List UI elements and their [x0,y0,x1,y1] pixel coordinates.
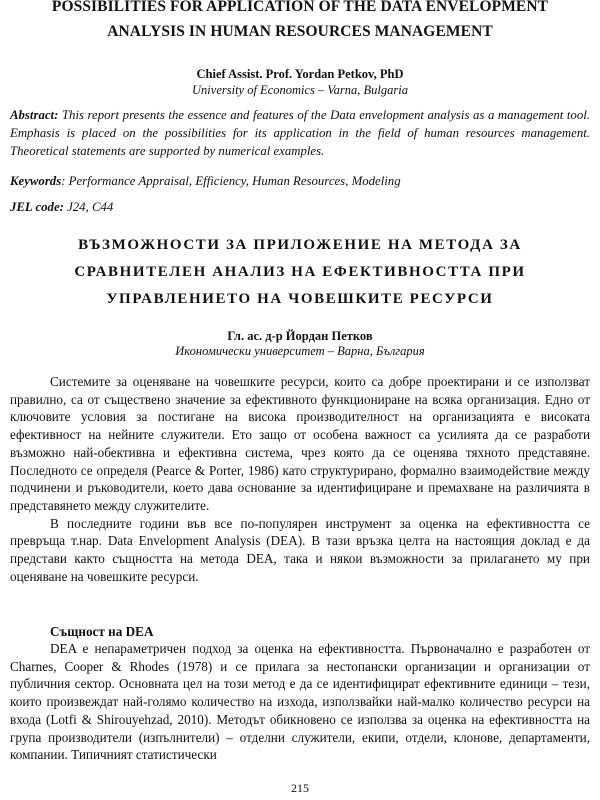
affiliation-bg: Икономически университет – Варна, България [175,344,425,358]
title-en-line1: POSSIBILITIES FOR APPLICATION OF THE DATA ENVELOPMENT [51,0,549,15]
intro-paragraph-1: Системите за оценяване на човешките ресурси, които са добре проектирани и се използват правилно, са от съществено значение за ефективното функциониране на всяка организация. Едно от ключовите условия за постигане на висока производителност на организацията е високата ефективност на нейните служители. Ето защо от особена важност са усилията да се разработи възможно най-обективна и ефективна система, чрез която да се оценява тяхното представяне. Последното се определя (Pearce & Porter, 1986) като структурирано, формално взаимодействие между подчинени и ръководители, което дава основание за идентифициране и премахване на различията в представянето между служителите. [10,374,590,513]
affiliation-en: University of Economics – Varna, Bulgaria [192,83,408,97]
abstract [10,106,590,160]
jel-text: J24, C44 [63,200,114,214]
author-en: Chief Assist. Prof. Yordan Petkov, PhD [196,67,404,81]
abstract-label: Abstract: [10,108,59,122]
author-bg: Гл. ас. д-р Йордан Петков [227,329,373,343]
section-heading: Същност на DEA [50,624,154,639]
title-bg-line2: СРАВНИТЕЛЕН АНАЛИЗ НА ЕФЕКТИВНОСТТА ПРИ [74,264,526,280]
section-paragraph-1: DEA е непараметричен подход за оценка на ефективността. Първоначално е разработен от Charnes, Cooper & Rhodes (1978) и се прилага за нестопански организации и организации от публичния сектор. Основната цел на този метод е да се идентифицират ефективните единици – тези, които произвеждат най-голямо количество на изхода, използвайки най-малко количество ресурси на входа (Lotfi & Shirouyehzad, 2010). Методът обикновено се използва за оценка на ефективността на група производители (изпълнители) – отделни служители, екипи, отдели, клонове, департаменти, компании. Типичният статистически [10,641,590,763]
jel-label: JEL code: [10,200,64,214]
keywords-text: : Performance Appraisal, Efficiency, Human Resources, Modeling [61,174,401,188]
jel-code [10,199,590,215]
section-text [10,640,590,764]
title-en-line2: ANALYSIS IN HUMAN RESOURCES MANAGEMENT [107,23,493,40]
keywords [10,173,590,189]
title-bg-line3: УПРАВЛЕНИЕТО НА ЧОВЕШКИТЕ РЕСУРСИ [106,291,494,307]
intro-paragraph-2: В последните години във все по-популярен инструмент за оценка на ефективността се превръща т.нар. Data Envelopment Analysis (DEA). В тази връзка целта на настоящия доклад е да представи както същността на метода DEA, така и някои възможности за прилагането му при оценяване на човешките ресурси. [10,515,590,584]
intro-text [10,373,590,585]
abstract-text: This report presents the essence and features of the Data envelopment analysis as a management tool. Emphasis is placed on the possibilities for its application in the field of human resources management. Theoretical statements are supported by numerical examples. [10,108,590,158]
page-number: 215 [291,781,309,795]
keywords-label: Keywords [10,174,62,188]
title-bg-line1: ВЪЗМОЖНОСТИ ЗА ПРИЛОЖЕНИЕ НА МЕТОДА ЗА [78,237,522,253]
